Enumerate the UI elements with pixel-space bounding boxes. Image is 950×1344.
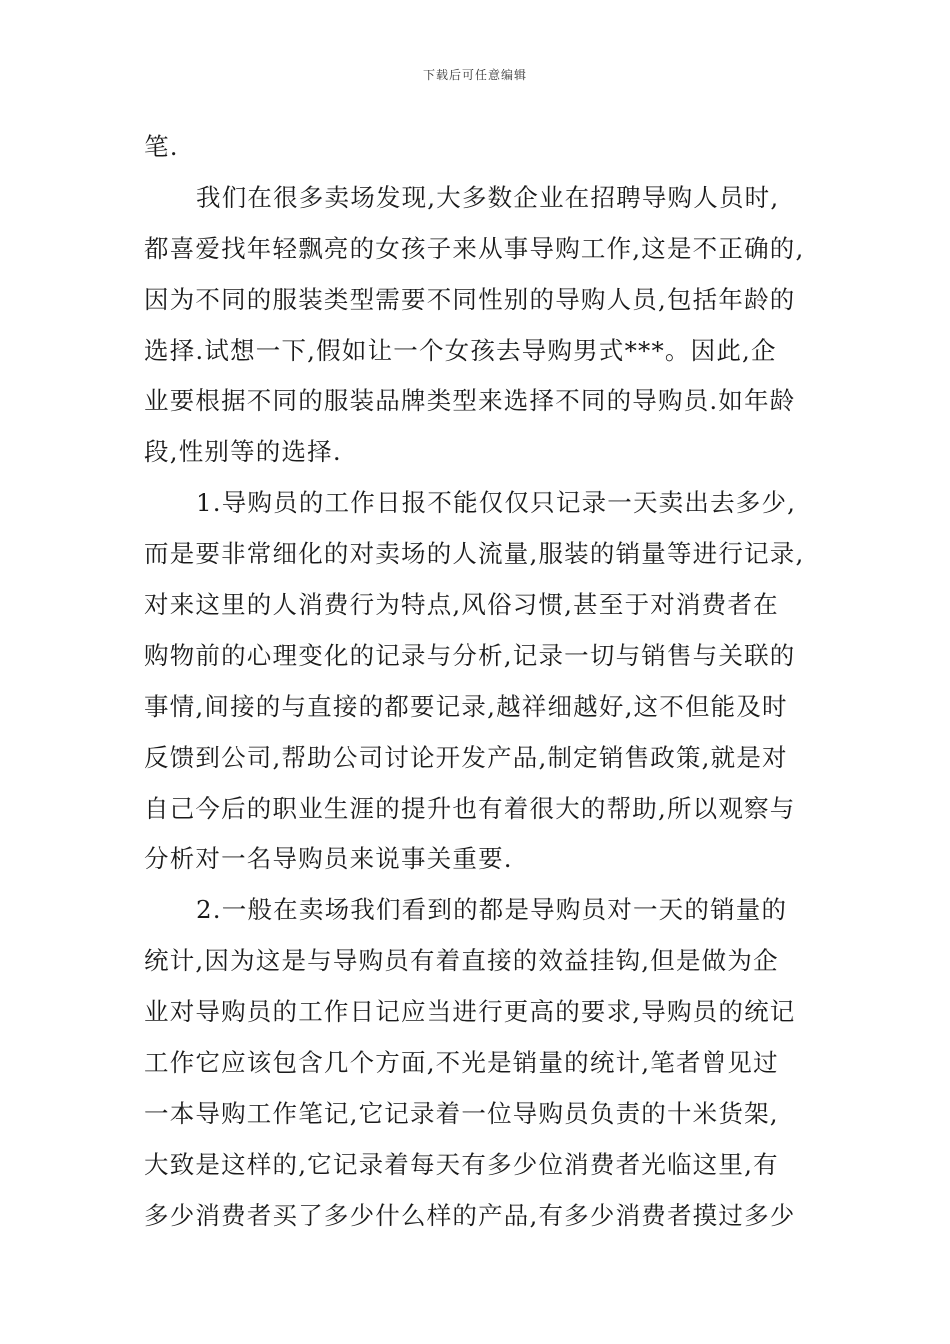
page-header: 下载后可任意编辑 xyxy=(422,68,527,82)
text-line: 购物前的心理变化的记录与分析,记录一切与销售与关联的 xyxy=(144,640,796,670)
text-line: 段,性别等的选择. xyxy=(144,437,342,467)
text-line: 自己今后的职业生涯的提升也有着很大的帮助,所以观察与 xyxy=(144,793,796,823)
paragraph-start-line: 我们在很多卖场发现,大多数企业在招聘导购人员时, xyxy=(196,182,780,212)
text-line: 统计,因为这是与导购员有着直接的效益挂钩,但是做为企 xyxy=(144,946,779,976)
text-line: 多少消费者买了多少什么样的产品,有多少消费者摸过多少 xyxy=(144,1200,796,1230)
text-line: 笔. xyxy=(144,132,179,161)
text-line: 事情,间接的与直接的都要记录,越祥细越好,这不但能及时 xyxy=(144,691,788,721)
text-line: 因为不同的服装类型需要不同性别的导购人员,包括年龄的 xyxy=(144,284,796,314)
text-line: 分析对一名导购员来说事关重要. xyxy=(144,844,513,874)
text-line: 而是要非常细化的对卖场的人流量,服装的销量等进行记录, xyxy=(144,539,805,569)
text-line: 工作它应该包含几个方面,不光是销量的统计,笔者曾见过 xyxy=(144,1048,779,1078)
text-line: 选择.试想一下,假如让一个女孩去导购男式***。因此,企 xyxy=(144,335,777,365)
text-line: 都喜爱找年轻飘亮的女孩子来从事导购工作,这是不正确的, xyxy=(144,233,805,263)
text-line: 反馈到公司,帮助公司讨论开发产品,制定销售政策,就是对 xyxy=(144,742,788,772)
paragraph-start-line: 1.导购员的工作日报不能仅仅只记录一天卖出去多少, xyxy=(196,488,797,518)
text-line: 业对导购员的工作日记应当进行更高的要求,导购员的统记 xyxy=(144,997,796,1027)
text-line: 对来这里的人消费行为特点,风俗习惯,甚至于对消费者在 xyxy=(144,590,779,620)
text-line: 大致是这样的,它记录着每天有多少位消费者光临这里,有 xyxy=(144,1149,779,1179)
text-line: 业要根据不同的服装品牌类型来选择不同的导购员.如年龄 xyxy=(144,386,796,416)
document-body xyxy=(144,122,814,1242)
paragraph-start-line: 2.一般在卖场我们看到的都是导购员对一天的销量的 xyxy=(196,895,788,925)
text-line: 一本导购工作笔记,它记录着一位导购员负责的十米货架, xyxy=(144,1098,779,1128)
